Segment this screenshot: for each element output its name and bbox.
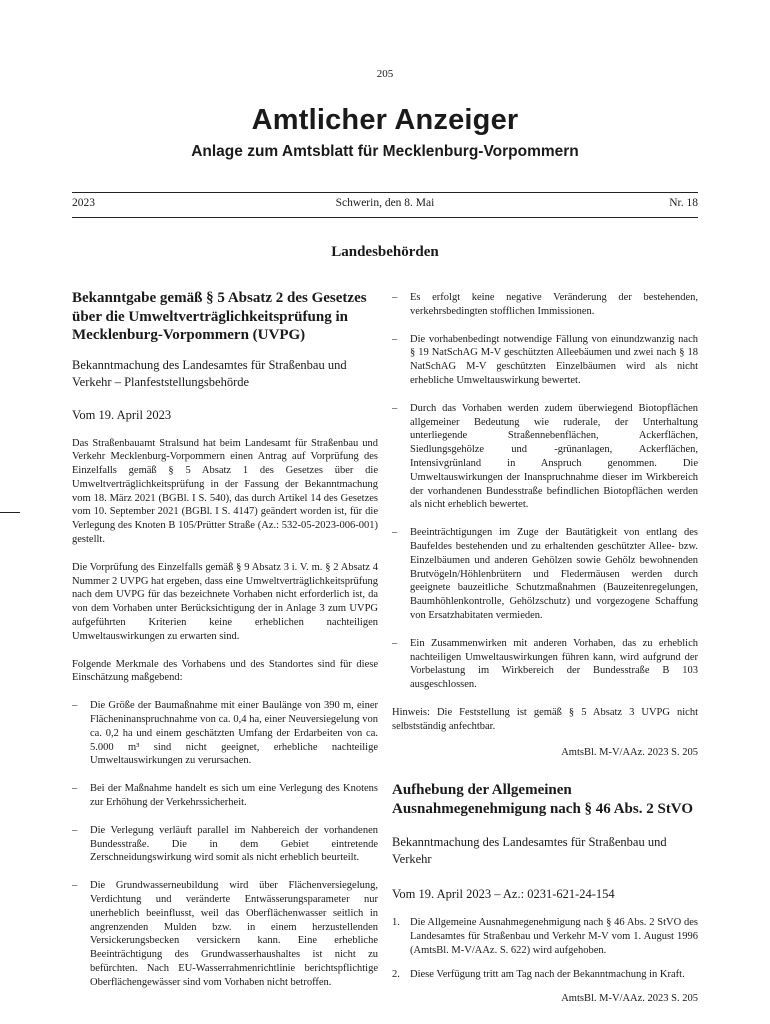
issue-place-date: Schwerin, den 8. Mai [335, 197, 435, 209]
list-item-text: Bei der Maßnahme handelt es sich um eine Verlegung des Knotens zur Erhöhung der Verkehrssicherheit. [90, 783, 378, 809]
article2-date: Vom 19. April 2023 – Az.: 0231-621-24-154 [392, 887, 615, 902]
article2-source: AmtsBl. M-V/AAz. 2023 S. 205 [561, 992, 698, 1004]
item-number: 2. [392, 968, 400, 980]
list-item-text: Die Grundwasserneubildung wird über Flächenversiegelung, Verdichtung und veränderte Entwässerungsparameter nur unerheblich beeinflusst, weil das Oberflächenwasser seitlich in angrenzenden Mulden bzw. in einem herzustellenden Versickerungsbecken versickern kann. Eine erhebliche Beeinträchtigung des Grundwasserhaushaltes ist nicht zu befürchten. Nach EU-Wasserrahmenrichtlinie berichtspflichtige Oberflächengewässer sind vom Vorhaben nicht betroffen. [90, 880, 378, 988]
article1-paragraph: Die Vorprüfung des Einzelfalls gemäß § 9 Absatz 3 i. V. m. § 2 Absatz 4 Nummer 2 UVPG hat ergeben, dass eine Umweltverträglichkeitsprüfung nach dem UVPG für das bezeichnete Vorhaben nicht erforderlich ist, da von dem Vorhaben unter Berücksichtigung der in Anlage 3 zum UVPG aufgeführten Kriterien keine erheblichen nachteiligen Umweltauswirkungen zu erwarten sind. [72, 561, 378, 642]
dash-marker: – [72, 824, 78, 836]
article2-subtitle: Bekanntmachung des Landesamtes für Straßenbau und Verkehr [392, 835, 667, 867]
article1-criteria-list [72, 699, 378, 989]
list-item-text: Es erfolgt keine negative Veränderung der bestehenden, verkehrsbedingten stofflichen Immissionen. [410, 292, 698, 317]
masthead-title: Amtlicher Anzeiger [251, 104, 519, 136]
masthead-subtitle: Anlage zum Amtsblatt für Mecklenburg-Vorpommern [191, 143, 579, 160]
article1-note: Hinweis: Die Feststellung ist gemäß § 5 Absatz 3 UVPG nicht selbstständig anfechtbar. [392, 706, 698, 732]
page-number: 205 [376, 68, 394, 80]
margin-mark [0, 512, 20, 513]
dash-marker: – [72, 880, 78, 892]
dash-marker: – [392, 637, 398, 649]
issue-number: Nr. 18 [669, 197, 698, 209]
article1-paragraph: Das Straßenbauamt Stralsund hat beim Landesamt für Straßenbau und Verkehr Mecklenburg-Vorpommern einen Antrag auf Vorprüfung des Einzelfalls gemäß § 5 Absatz 1 des Gesetzes über die Umweltverträglichkeitsprüfung in der Fassung der Bekanntmachung vom 18. März 2021 (BGBl. I S. 540), das durch Artikel 14 des Gesetzes vom 10. September 2021 (BGBl. I S. 4147) geändert worden ist, für die Verlegung des Knoten B 105/Prütter Straße (Az.: 532-05-2023-006-001) gestellt. [72, 437, 378, 546]
article1-source: AmtsBl. M-V/AAz. 2023 S. 205 [561, 746, 698, 758]
list-item-text: Durch das Vorhaben werden zudem überwiegend Biotopflächen allgemeiner Bedeutung wie ruderale, der Unterhaltung unterliegende Straßennebenflächen, Ackerflächen, Siedlungsgehölze und -grünanlagen, Ackerflächen, Intensivgrünland in Anspruch genommen. Die Umweltauswirkungen der Inanspruchnahme dieser im Wirkbereich der vorhandenen Bundesstraße befindlichen Biotopflächen werden als nicht erheblich bewertet. [410, 402, 698, 511]
item-number: 1. [392, 917, 400, 929]
article1-paragraph: Folgende Merkmale des Vorhabens und des Standortes sind für diese Einschätzung maßgebend: [72, 658, 378, 684]
list-item-text: Die Allgemeine Ausnahmegenehmigung nach § 46 Abs. 2 StVO des Landesamtes für Straßenbau und Verkehr M-V vom 1. August 1996 (AmtsBl. M-V/AAz. S. 622) wird aufgehoben. [410, 917, 698, 956]
dash-marker: – [72, 783, 78, 795]
list-item-text: Diese Verfügung tritt am Tag nach der Bekanntmachung in Kraft. [410, 968, 685, 980]
list-item [72, 699, 378, 768]
list-item-text: Die Größe der Baumaßnahme mit einer Baulänge von 390 m, einer Flächeninanspruchnahme von ca. 0,4 ha, einer Neuversiegelung von ca. 0,2 ha und einem geschätzten Umfang der Erdarbeiten von ca. 5.000 m³ sind nicht geeignet, erhebliche nachteilige Umweltauswirkungen zu verursachen. [90, 700, 378, 767]
issue-year: 2023 [72, 197, 95, 209]
header-rule-top [72, 192, 698, 193]
dash-marker: – [72, 700, 78, 712]
dash-marker: – [392, 402, 398, 414]
dash-marker: – [392, 292, 398, 303]
article1-criteria-list-continued [392, 291, 698, 692]
list-item [72, 824, 378, 865]
list-item-text: Beeinträchtigungen im Zuge der Bautätigkeit von entlang des Baufeldes bestehenden und zu erhaltenden geschützter Allee- bzw. Einzelbäumen und anderen Gehölzen sowie Gehölz bewohnenden Brutvögeln/Höhlenbrütern und Fledermäusen werden durch geeignete bauzeitliche Schutzmaßnahmen (Bauzeitenregelungen, Baumhöhlenkontrolle, Gehölzschutz) und vorgezogene Schaffung von Ersatzhabitaten vermieden. [410, 527, 698, 621]
list-item [72, 879, 378, 989]
list-item-text: Die vorhabenbedingt notwendige Fällung von einundzwanzig nach § 19 NatSchAG M-V geschützten Alleebäumen und zwei nach § 18 NatSchAG M-V geschützten Einzelbäumen wird als nicht erhebliche Umweltauswirkung bewertet. [410, 333, 698, 386]
list-item [392, 637, 698, 692]
list-item [392, 333, 698, 388]
right-column [392, 291, 698, 1005]
article2-title: Aufhebung der Allgemeinen Ausnahmegenehmigung nach § 46 Abs. 2 StVO [392, 782, 694, 817]
header-rule-bottom [72, 217, 698, 218]
section-heading: Landesbehörden [331, 244, 439, 260]
list-item [392, 402, 698, 512]
article1-subtitle: Bekanntmachung des Landesamtes für Straßenbau und Verkehr – Planfeststellungsbehörde [72, 357, 347, 389]
list-item [392, 916, 698, 957]
dash-marker: – [392, 333, 398, 345]
dash-marker: – [392, 527, 398, 539]
article1-date: Vom 19. April 2023 [72, 407, 172, 422]
article2-items-list [392, 916, 698, 981]
list-item [392, 526, 698, 623]
article1-title: Bekanntgabe gemäß § 5 Absatz 2 des Gesetzes über die Umweltverträglichkeitsprüfung in Mecklenburg-Vorpommern (UVPG) [72, 290, 367, 343]
list-item-text: Die Verlegung verläuft parallel im Nahbereich der vorhandenen Bundesstraße. Die in dem Gebiet eintretende Zerschneidungswirkung wird somit als nicht erheblich beurteilt. [90, 824, 378, 864]
list-item-text: Ein Zusammenwirken mit anderen Vorhaben, das zu erheblich nachteiligen Umweltauswirkungen führen kann, wird aufgrund der Vorbelastung im Wirkbereich der Bundesstraße B 103 ausgeschlossen. [410, 637, 698, 691]
list-item [72, 782, 378, 810]
list-item [392, 291, 698, 319]
list-item [392, 968, 698, 982]
left-column [72, 289, 378, 1004]
